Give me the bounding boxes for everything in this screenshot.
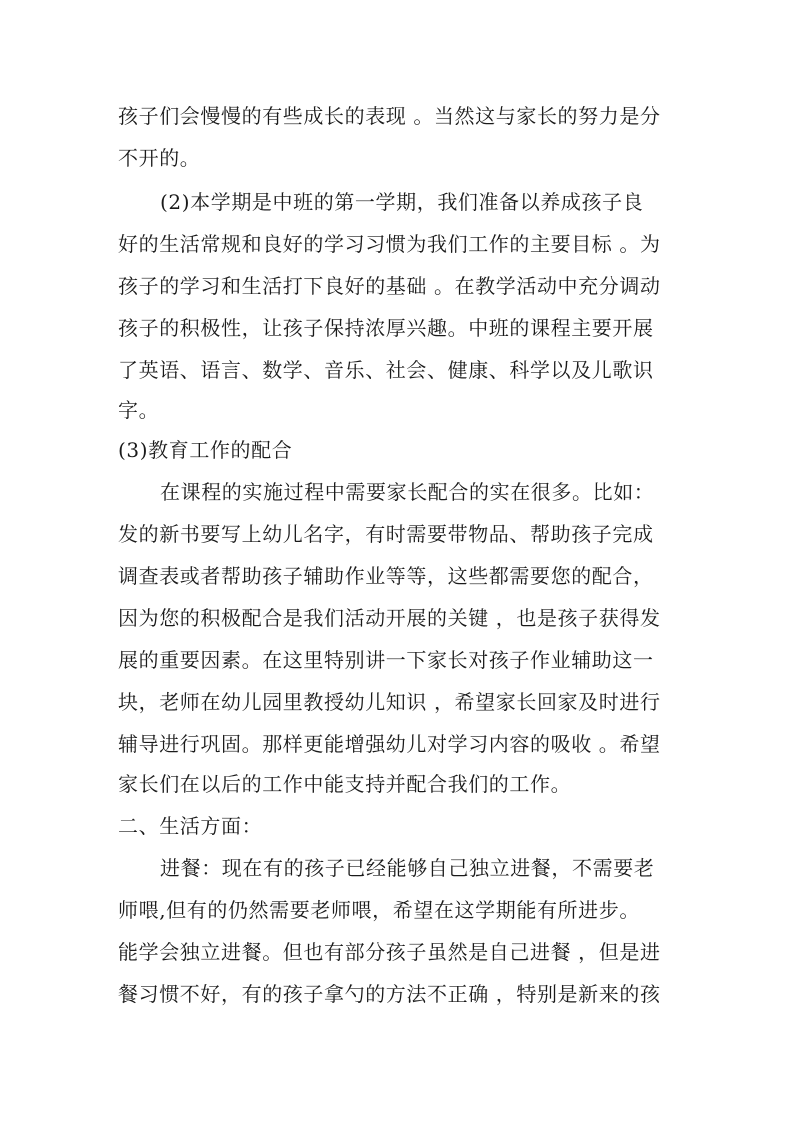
text-line: 孩子的积极性，让孩子保持浓厚兴趣。中班的课程主要开展 (118, 316, 654, 340)
text-line: 块，老师在幼儿园里教授幼儿知识 ，希望家长回家及时进行 (118, 690, 661, 714)
text-line: 字。 (118, 398, 160, 422)
text-line: 孩子的学习和生活打下良好的基础 。在教学活动中充分调动 (118, 274, 661, 298)
section-heading: 二、生活方面： (118, 814, 263, 838)
text-line: 家长们在以后的工作中能支持并配合我们的工作。 (118, 772, 572, 796)
text-line: 不开的。 (118, 146, 201, 170)
text-line: 发的新书要写上幼儿名字，有时需要带物品、帮助孩子完成 (118, 522, 654, 546)
text-line: 好的生活常规和良好的学习习惯为我们工作的主要目标 。为 (118, 232, 661, 256)
text-line: 进餐：现在有的孩子已经能够自己独立进餐，不需要老 (160, 856, 655, 880)
text-line: 了英语、语言、数学、音乐、社会、健康、科学以及儿歌识 (118, 358, 654, 382)
section-heading: (3)教育工作的配合 (118, 438, 293, 462)
text-line: 孩子们会慢慢的有些成长的表现 。当然这与家长的努力是分 (118, 104, 661, 128)
text-line: 师喂,但有的仍然需要老师喂，希望在这学期能有所进步。 (118, 898, 640, 922)
text-line: 辅导进行巩固。那样更能增强幼儿对学习内容的吸收 。希望 (118, 732, 661, 756)
text-line: 能学会独立进餐。但也有部分孩子虽然是自己进餐 ，但是进 (118, 940, 661, 964)
text-line: 展的重要因素。在这里特别讲一下家长对孩子作业辅助这一 (118, 648, 654, 672)
text-line: 餐习惯不好，有的孩子拿勺的方法不正确 ，特别是新来的孩 (118, 982, 661, 1006)
text-line: 在课程的实施过程中需要家长配合的实在很多。比如： (160, 480, 655, 504)
text-line: 因为您的积极配合是我们活动开展的关键 ，也是孩子获得发 (118, 606, 661, 630)
text-line: (2)本学期是中班的第一学期，我们准备以养成孩子良 (160, 190, 644, 214)
text-line: 调查表或者帮助孩子辅助作业等等，这些都需要您的配合， (118, 564, 654, 588)
